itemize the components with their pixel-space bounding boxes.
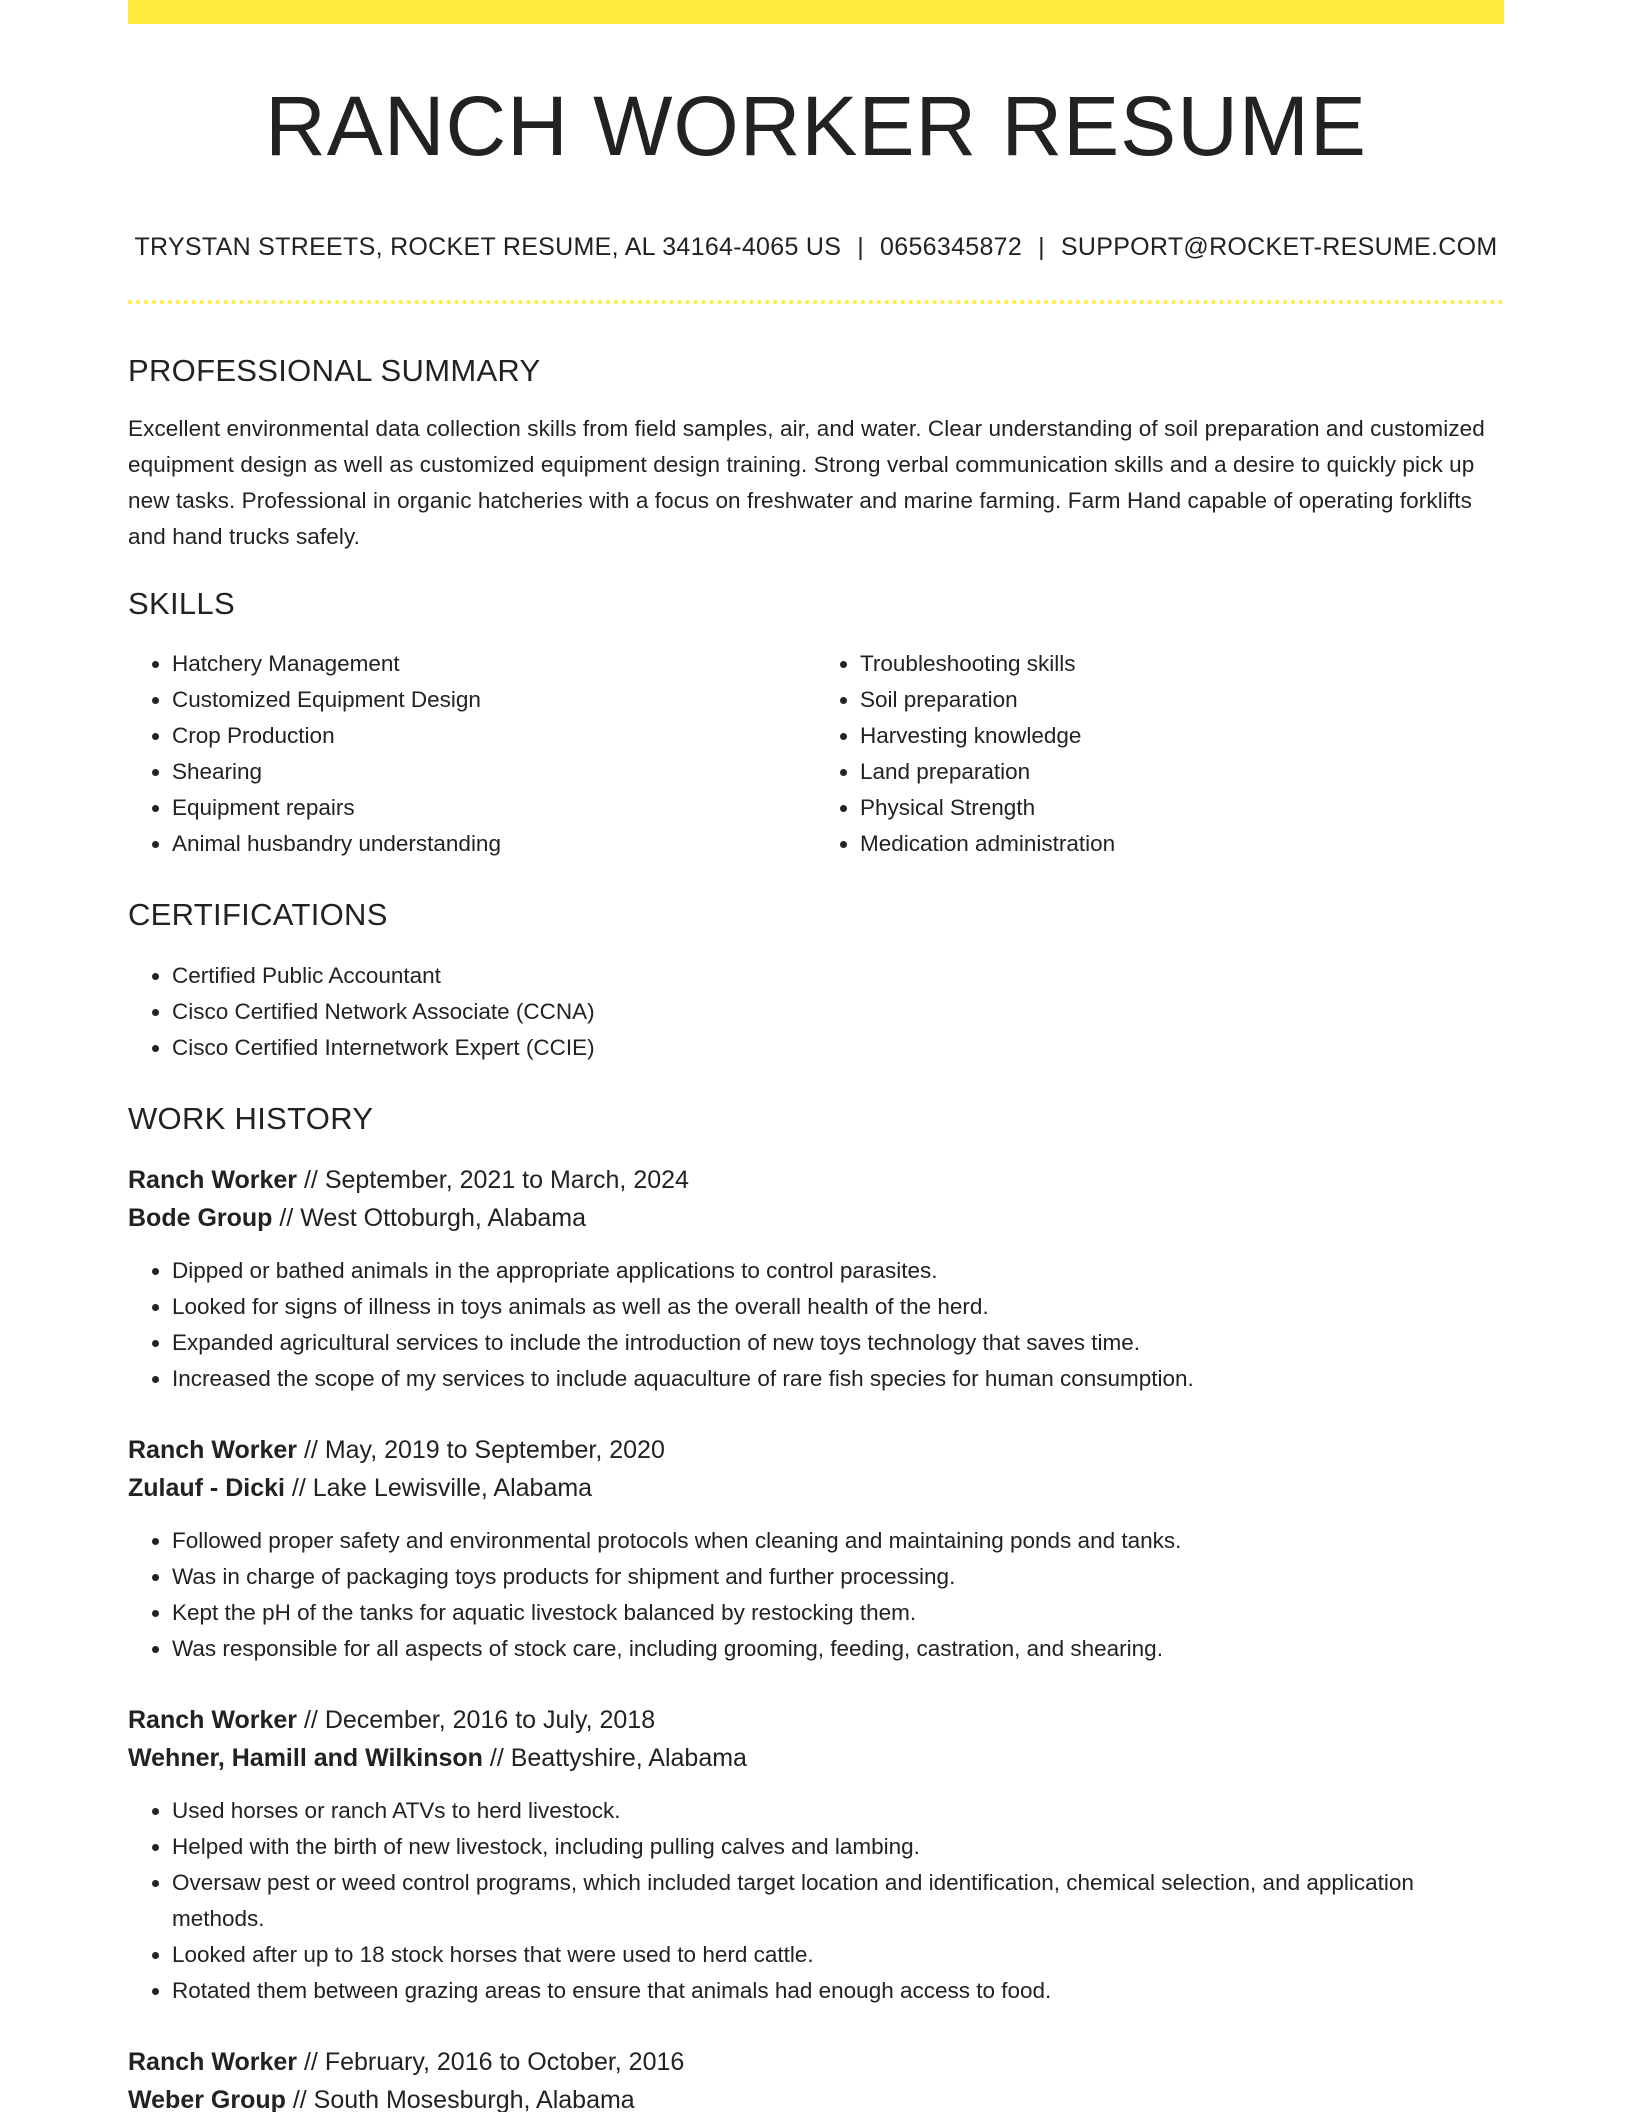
summary-text: Excellent environmental data collection skills from field samples, air, and water. Clear understanding of soil preparation and customized equipment design as well as customized equipment design training. Strong verbal communication skills and a desire to quickly pick up new tasks. Professional in organic hatcheries with a focus on freshwater and marine farming. Farm Hand capable of operating forklifts and hand trucks safely. [128,416,1485,550]
skill-item: • Equipment repairs [172,790,816,826]
certifications-list [128,958,1504,1066]
job-entry [128,1431,1504,1667]
skill-item: • Crop Production [172,718,816,754]
certifications-heading: CERTIFICATIONS [128,897,388,933]
skill-item: • Soil preparation [860,682,1504,718]
job-location: // South Mosesburgh, Alabama [285,2085,635,2112]
job-bullet: • Oversaw pest or weed control programs, which included target location and identification, chemical selection, and application methods. [172,1865,1504,1937]
skill-item: • Medication administration [860,826,1504,862]
job-bullet: • Used horses or ranch ATVs to herd livestock. [172,1793,1504,1829]
contact-address: TRYSTAN STREETS, ROCKET RESUME, AL 34164-4065 US [134,233,842,261]
job-bullet: • Looked after up to 18 stock horses that were used to herd cattle. [172,1937,1504,1973]
job-bullet: • Was responsible for all aspects of stock care, including grooming, feeding, castration, and shearing. [172,1631,1504,1667]
job-bullet: • Rotated them between grazing areas to ensure that animals had enough access to food. [172,1973,1504,2009]
job-entry [128,1161,1504,1397]
skill-item: • Animal husbandry understanding [172,826,816,862]
job-location: // West Ottoburgh, Alabama [272,1203,587,1232]
skill-item: • Shearing [172,754,816,790]
job-company: Weber Group [128,2085,286,2112]
job-role-line [128,1431,1504,1469]
job-role-line [128,1161,1504,1199]
contact-phone: 0656345872 [880,233,1023,261]
job-role: Ranch Worker [128,1435,298,1464]
contact-email: SUPPORT@ROCKET-RESUME.COM [1060,233,1498,261]
job-dates: // May, 2019 to September, 2020 [297,1435,665,1464]
skill-item: • Land preparation [860,754,1504,790]
job-location: // Lake Lewisville, Alabama [284,1473,593,1502]
job-bullets [128,1523,1504,1667]
contact-separator: | [857,233,865,261]
skill-item: • Troubleshooting skills [860,646,1504,682]
job-company-line [128,2081,1504,2112]
job-bullet: • Increased the scope of my services to include aquaculture of rare fish species for human consumption. [172,1361,1504,1397]
skills-list-left [128,646,816,862]
job-bullet: • Followed proper safety and environmental protocols when cleaning and maintaining ponds and tanks. [172,1523,1504,1559]
job-location: // Beattyshire, Alabama [482,1743,747,1772]
skills-grid [128,646,1504,862]
job-bullet: • Expanded agricultural services to include the introduction of new toys technology that saves time. [172,1325,1504,1361]
job-dates: // December, 2016 to July, 2018 [297,1705,656,1734]
skill-item: • Physical Strength [860,790,1504,826]
work-history-heading: WORK HISTORY [128,1100,374,1136]
job-bullet: • Kept the pH of the tanks for aquatic livestock balanced by restocking them. [172,1595,1504,1631]
job-bullets [128,1793,1504,2009]
job-role: Ranch Worker [128,1165,298,1194]
job-company-line [128,1739,1504,1777]
job-bullets [128,1253,1504,1397]
job-dates: // February, 2016 to October, 2016 [297,2047,685,2076]
resume-page [128,0,1504,2112]
skills-list-right [816,646,1504,862]
job-role-line [128,1701,1504,1739]
resume-title: RANCH WORKER RESUME [265,79,1367,173]
job-company-line [128,1469,1504,1507]
skill-item: • Customized Equipment Design [172,682,816,718]
dotted-divider [128,300,1504,304]
certification-item: • Cisco Certified Internetwork Expert (CCIE) [172,1030,1504,1066]
skill-item: • Harvesting knowledge [860,718,1504,754]
job-entry [128,2043,1504,2112]
contact-line [128,232,1504,262]
work-history-list [128,1161,1504,2112]
job-bullet: • Looked for signs of illness in toys animals as well as the overall health of the herd. [172,1289,1504,1325]
job-bullet: • Was in charge of packaging toys products for shipment and further processing. [172,1559,1504,1595]
job-company: Bode Group [128,1203,273,1232]
job-company: Zulauf - Dicki [128,1473,285,1502]
job-dates: // September, 2021 to March, 2024 [297,1165,689,1194]
certification-item: • Cisco Certified Network Associate (CCNA) [172,994,1504,1030]
skills-heading: SKILLS [128,586,235,622]
accent-bar [128,0,1504,24]
job-entry [128,1701,1504,2009]
job-bullet: • Dipped or bathed animals in the appropriate applications to control parasites. [172,1253,1504,1289]
job-role-line [128,2043,1504,2081]
job-role: Ranch Worker [128,1705,298,1734]
contact-separator: | [1038,233,1045,261]
job-bullet: • Helped with the birth of new livestock, including pulling calves and lambing. [172,1829,1504,1865]
job-company-line [128,1199,1504,1237]
certification-item: • Certified Public Accountant [172,958,1504,994]
job-company: Wehner, Hamill and Wilkinson [128,1743,483,1772]
job-role: Ranch Worker [128,2047,298,2076]
skill-item: • Hatchery Management [172,646,816,682]
summary-heading: PROFESSIONAL SUMMARY [128,353,541,388]
